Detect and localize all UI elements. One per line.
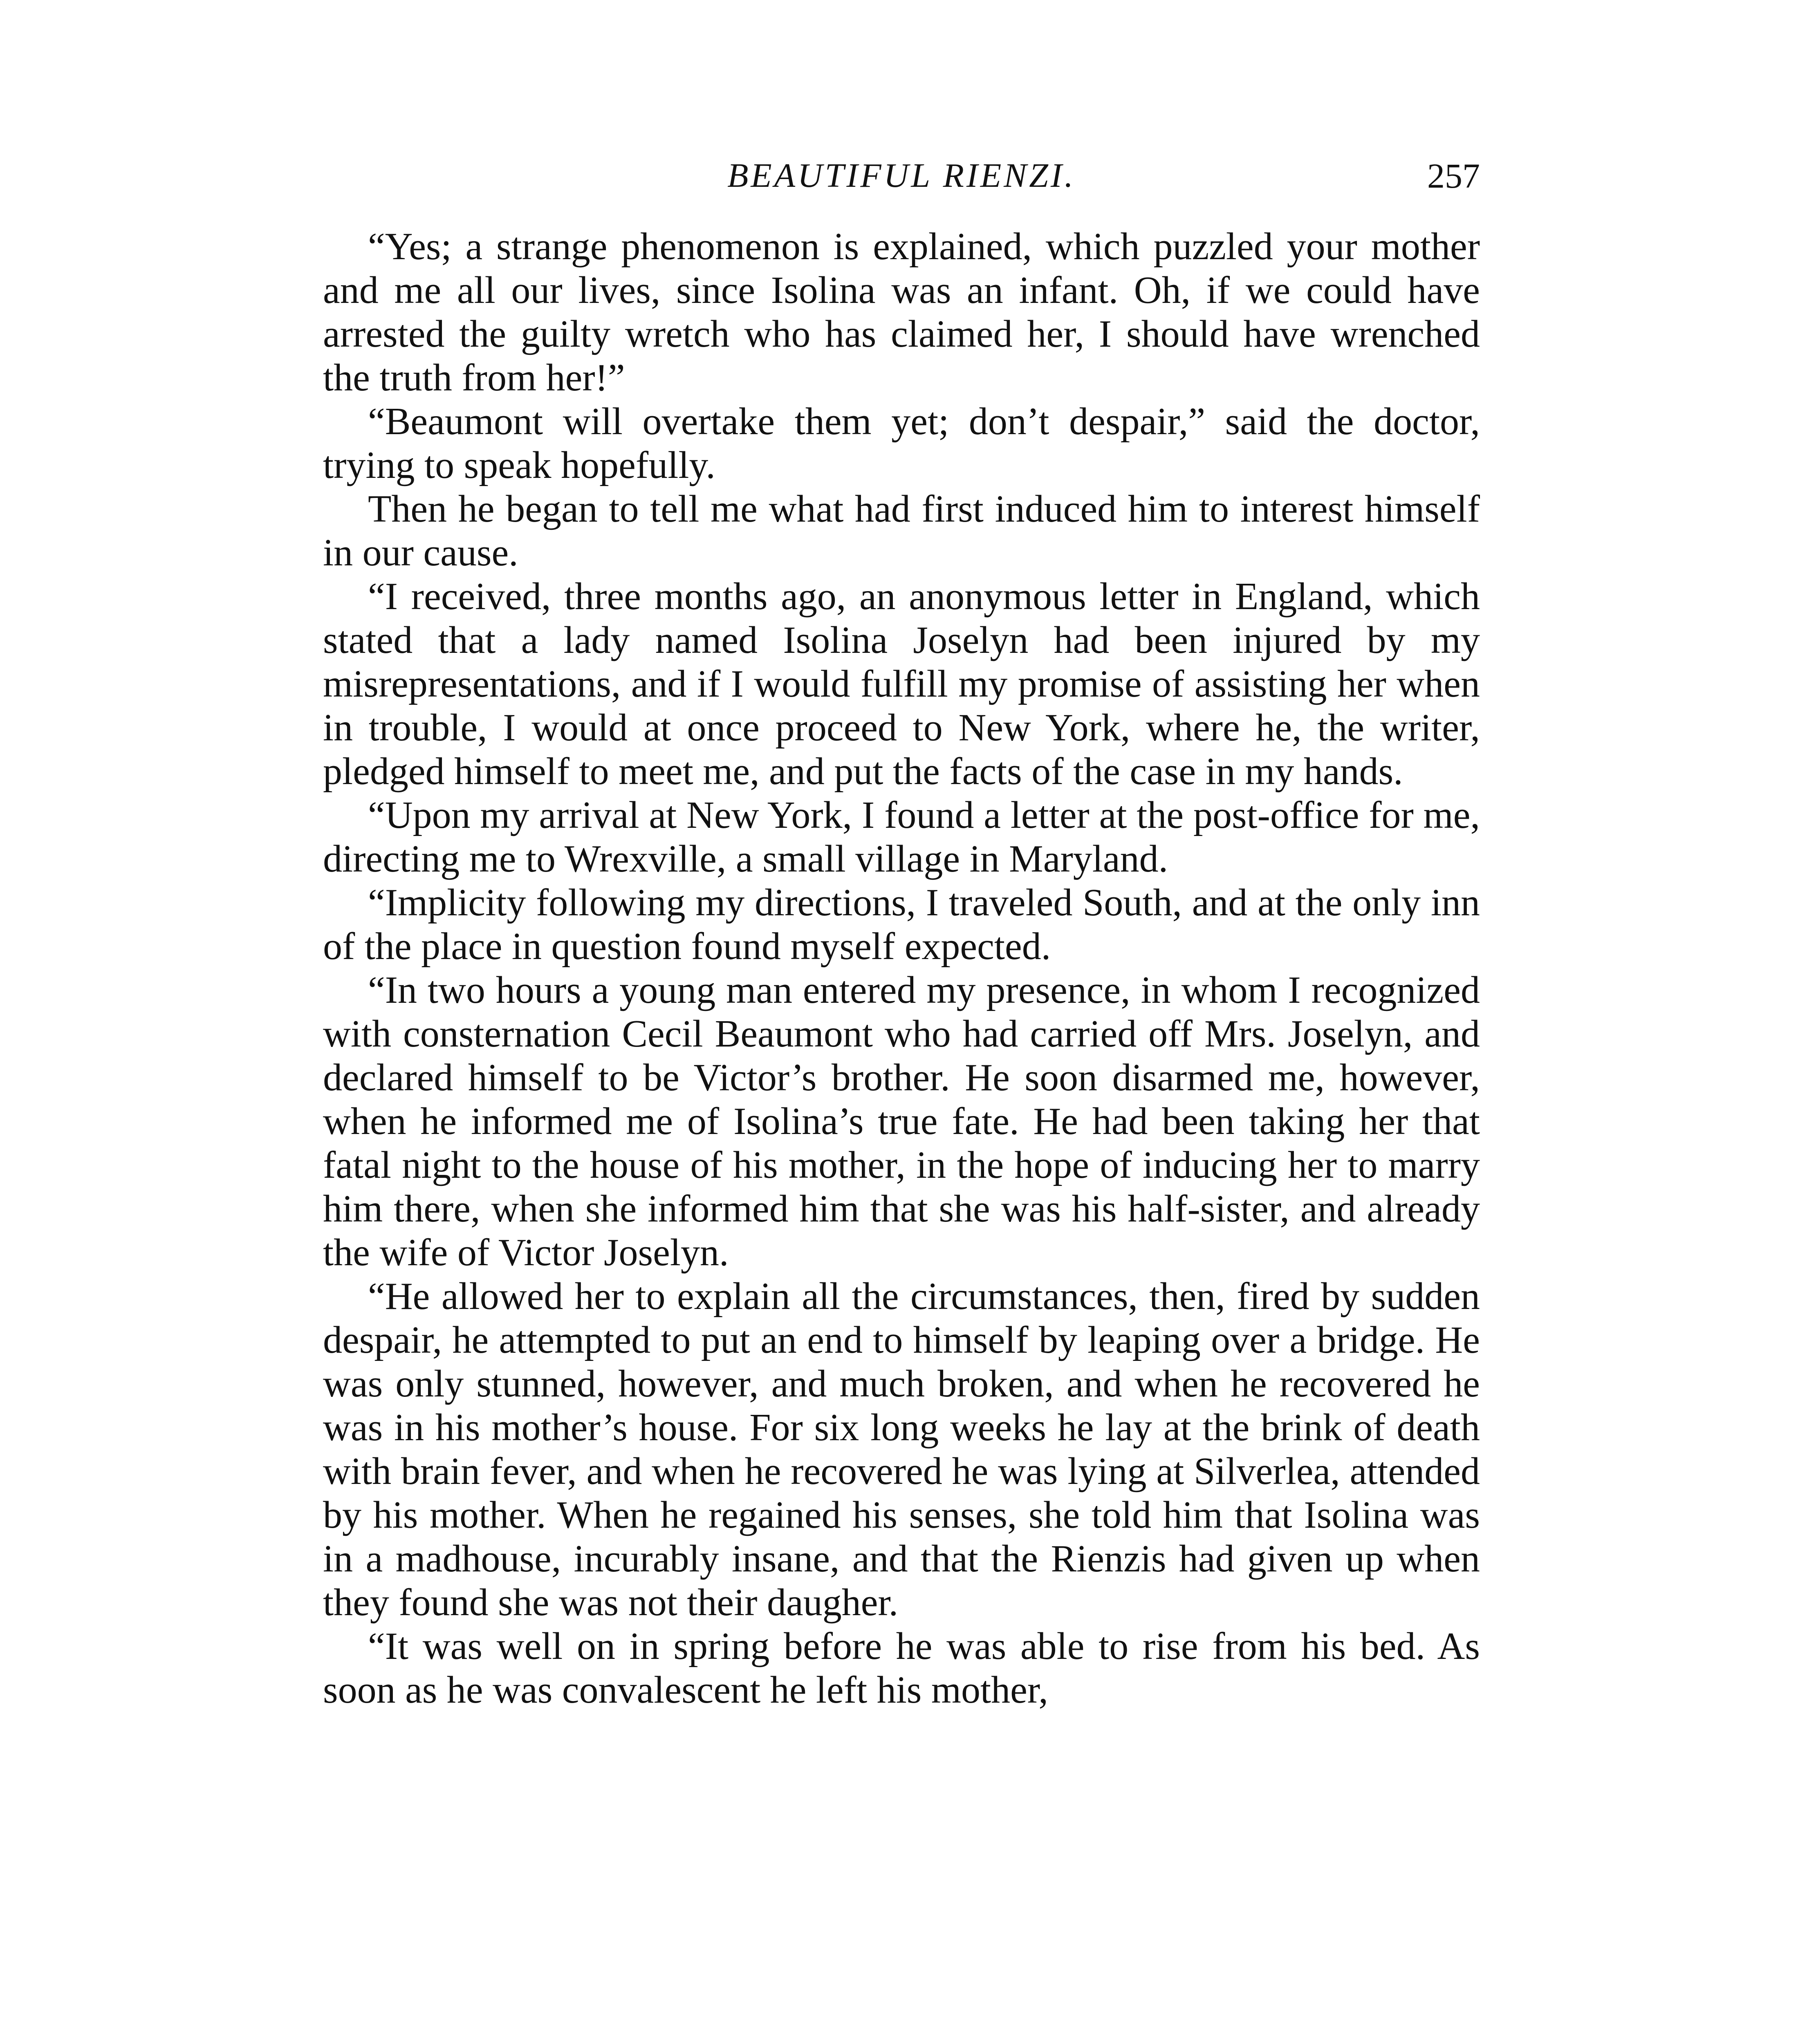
paragraph-9: “It was well on in spring before he was able to rise from his bed. As soon as he was convalescent he left his mother, xyxy=(323,1625,1480,1711)
page-number: 257 xyxy=(1427,156,1480,195)
paragraph-6: “Implicity following my directions, I traveled South, and at the only inn of the place in question found myself expected. xyxy=(323,881,1480,968)
paragraph-4: “I received, three months ago, an anonymous letter in England, which stated that a lady named Isolina Joselyn had been injured by my misrepresentations, and if I would fulfill my promise of assisting her when in trouble, I would at once proceed to New York, where he, the writer, pledged himself to meet me, and put the facts of the case in my hands. xyxy=(323,575,1480,793)
paragraph-3: Then he began to tell me what had first induced him to interest himself in our cause. xyxy=(323,488,1480,574)
paragraph-8: “He allowed her to explain all the circumstances, then, fired by sudden despair, he attempted to put an end to himself by leaping over a bridge. He was only stunned, however, and much broken, and when he recovered he was in his mother’s house. For six long weeks he lay at the brink of death with brain fever, and when he recovered he was lying at Silverlea, attended by his mother. When he regained his senses, she told him that Isolina was in a madhouse, incurably insane, and that the Rienzis had given up when they found she was not their daugher. xyxy=(323,1275,1480,1624)
running-title: BEAUTIFUL RIENZI. xyxy=(727,157,1076,195)
paragraph-5: “Upon my arrival at New York, I found a letter at the post-office for me, directing me to Wrexville, a small village in Maryland. xyxy=(323,794,1480,880)
paragraph-7: “In two hours a young man entered my presence, in whom I recognized with consternation Cecil Beaumont who had carried off Mrs. Joselyn, and declared himself to be Victor’s brother. He soon disarmed me, however, when he informed me of Isolina’s true fate. He had been taking her that fatal night to the house of his mother, in the hope of inducing her to marry him there, when she informed him that she was his half-sister, and already the wife of Victor Joselyn. xyxy=(323,969,1480,1274)
paragraph-1: “Yes; a strange phenomenon is explained, which puzzled your mother and me all our lives, since Isolina was an infant. Oh, if we could have arrested the guilty wretch who has claimed her, I should have wrenched the truth from her!” xyxy=(323,225,1480,399)
paragraph-2: “Beaumont will overtake them yet; don’t despair,” said the doctor, trying to speak hopefully. xyxy=(323,400,1480,486)
running-head xyxy=(323,151,1480,200)
body-text xyxy=(323,225,1480,1712)
